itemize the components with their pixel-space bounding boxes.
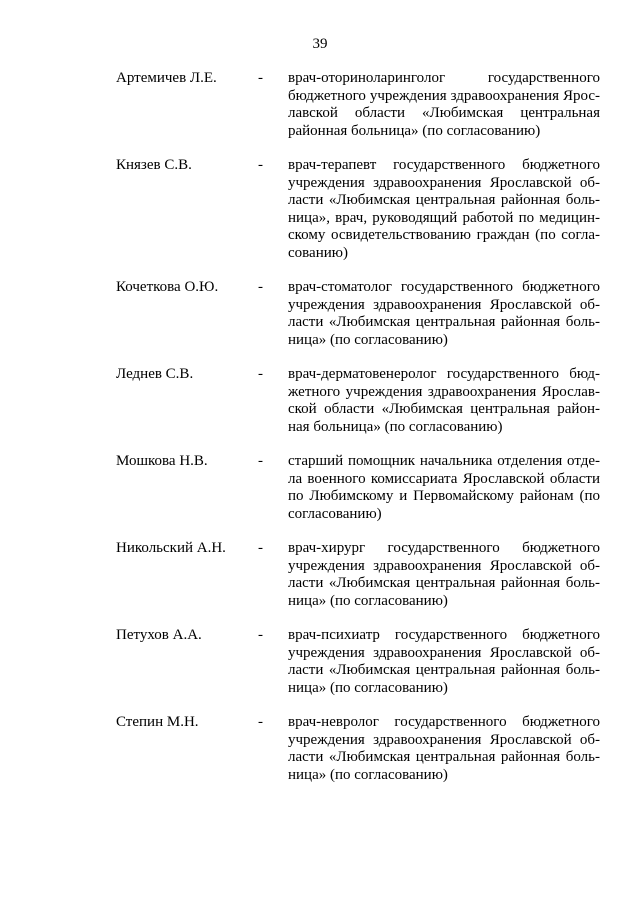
role-line: врач-оториноларинголог государственного — [288, 70, 600, 86]
member-role — [288, 157, 600, 263]
member-role — [288, 279, 600, 349]
role-line: врач-невролог государственного бюджетного — [288, 714, 600, 730]
role-line: учреждения здравоохранения Ярославской об- — [288, 644, 600, 661]
role-line: врач-психиатр государственного бюджетного — [288, 627, 600, 643]
role-line: ласти «Любимская центральная районная боль- — [288, 749, 600, 766]
entry-dash: - — [258, 366, 263, 382]
role-line: ласти «Любимская центральная районная боль- — [288, 575, 600, 592]
role-line: ница», врач, руководящий работой по медицин- — [288, 209, 600, 226]
entry-dash: - — [258, 157, 263, 173]
entry-dash: - — [258, 70, 263, 86]
member-role — [288, 70, 600, 140]
member-name: Степин М.Н. — [116, 714, 199, 730]
member-name: Артемичев Л.Е. — [116, 70, 217, 86]
role-line: ница» (по согласованию) — [288, 331, 448, 348]
role-line: старший помощник начальника отделения отде- — [288, 453, 600, 469]
role-line: жетного учреждения здравоохранения Ярослав- — [288, 383, 600, 400]
role-line: ница» (по согласованию) — [288, 592, 448, 609]
member-role — [288, 714, 600, 784]
member-role — [288, 366, 600, 436]
page-number: 39 — [312, 36, 328, 52]
role-line: ской области «Любимская центральная район- — [288, 401, 600, 418]
entry-dash: - — [258, 453, 263, 469]
role-line: сованию) — [288, 244, 348, 261]
entry-dash: - — [258, 714, 263, 730]
member-name: Леднев С.В. — [116, 366, 194, 382]
role-line: ница» (по согласованию) — [288, 766, 448, 783]
member-role — [288, 627, 600, 697]
role-line: ная больница» (по согласованию) — [288, 418, 503, 435]
role-line: учреждения здравоохранения Ярославской об- — [288, 174, 600, 191]
entry-dash: - — [258, 627, 263, 643]
role-line: учреждения здравоохранения Ярославской об- — [288, 731, 600, 748]
member-name: Кочеткова О.Ю. — [116, 279, 219, 295]
role-line: ла военного комиссариата Ярославской области — [288, 470, 600, 487]
member-role — [288, 453, 600, 523]
role-line: ласти «Любимская центральная районная боль- — [288, 314, 600, 331]
role-line: учреждения здравоохранения Ярославской об- — [288, 557, 600, 574]
role-line: врач-стоматолог государственного бюджетного — [288, 279, 600, 295]
role-line: скому освидетельствованию граждан (по согла- — [288, 227, 600, 244]
role-line: ница» (по согласованию) — [288, 679, 448, 696]
role-line: врач-терапевт государственного бюджетного — [288, 157, 600, 173]
member-name: Князев С.В. — [116, 157, 192, 173]
member-role — [288, 540, 600, 610]
role-line: ласти «Любимская центральная районная боль- — [288, 662, 600, 679]
role-line: бюджетного учреждения здравоохранения Ярос- — [288, 87, 600, 104]
role-line: районная больница» (по согласованию) — [288, 122, 541, 139]
entry-dash: - — [258, 540, 263, 556]
role-line: учреждения здравоохранения Ярославской об- — [288, 296, 600, 313]
member-name: Мошкова Н.В. — [116, 453, 208, 469]
role-line: по Любимскому и Первомайскому районам (по — [288, 488, 600, 505]
role-line: врач-дерматовенеролог государственного бюд- — [288, 366, 600, 382]
role-line: лавской области «Любимская центральная — [288, 105, 600, 122]
role-line: врач-хирург государственного бюджетного — [288, 540, 600, 556]
member-name: Никольский А.Н. — [116, 540, 226, 556]
entry-dash: - — [258, 279, 263, 295]
role-line: согласованию) — [288, 505, 382, 522]
role-line: ласти «Любимская центральная районная боль- — [288, 192, 600, 209]
member-name: Петухов А.А. — [116, 627, 202, 643]
